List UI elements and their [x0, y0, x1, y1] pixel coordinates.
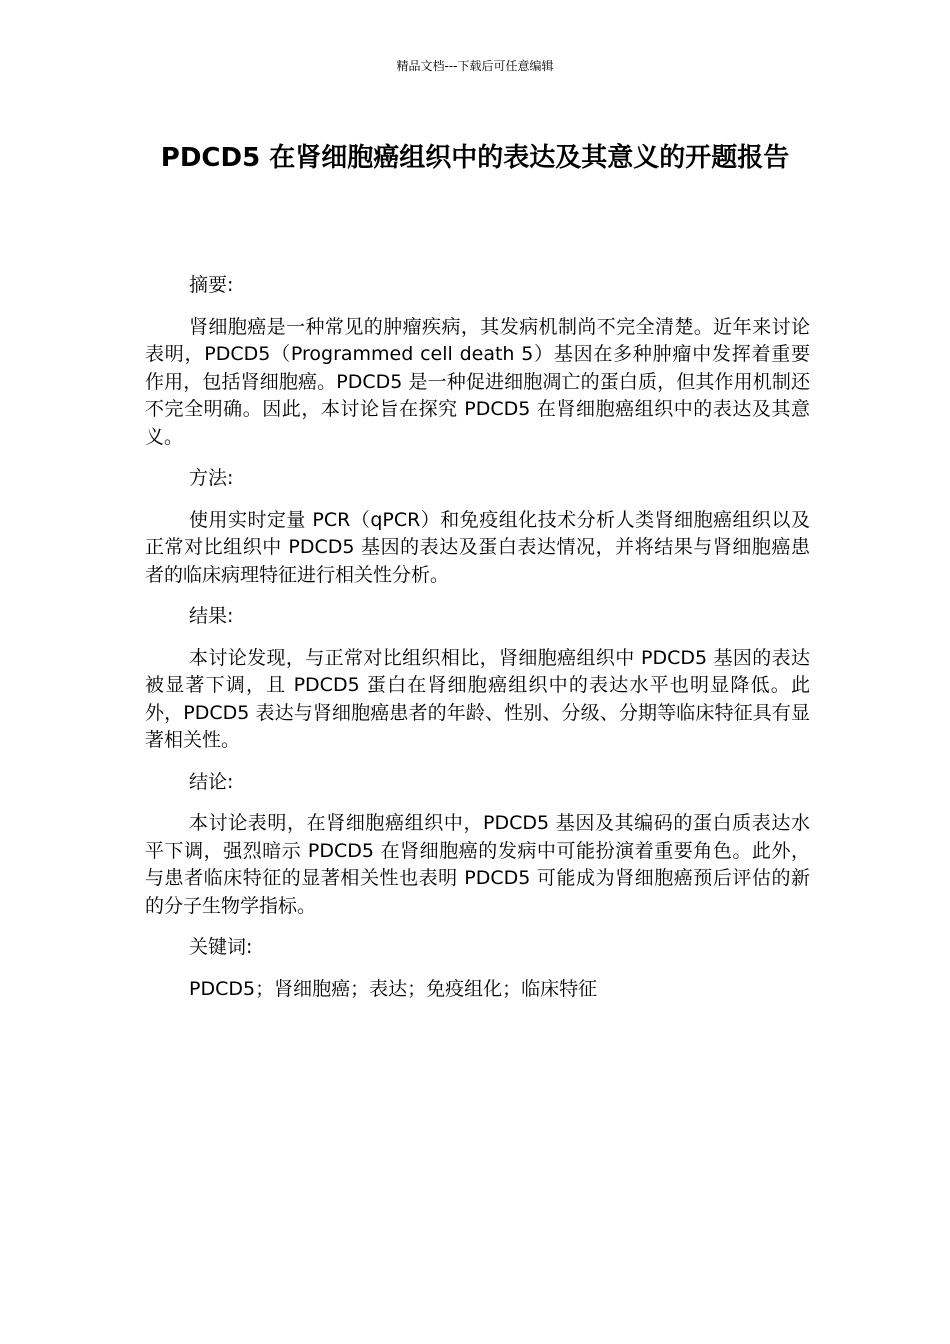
document-body: [145, 272, 810, 1017]
conclusion-paragraph: 本讨论表明，在肾细胞癌组织中，PDCD5 基因及其编码的蛋白质表达水平下调，强烈暗示 PDCD5 在肾细胞癌的发病中可能扮演着重要角色。此外，与患者临床特征的显著相关性也表明 PDCD5 可能成为肾细胞癌预后评估的新的分子生物学指标。: [145, 812, 810, 917]
methods-label: 方法:: [189, 467, 234, 489]
conclusion-label: 结论:: [189, 770, 234, 793]
results-label: 结果:: [189, 605, 234, 627]
abstract-paragraph: 肾细胞癌是一种常见的肿瘤疾病，其发病机制尚不完全清楚。近年来讨论表明，PDCD5（Programmed cell death 5）基因在多种肿瘤中发挥着重要作用，包括肾细胞癌。PDCD5 是一种促进细胞凋亡的蛋白质，但其作用机制还不完全明确。因此，本讨论旨在探究 PDCD5 在肾细胞癌组织中的表达及其意义。: [145, 315, 810, 448]
keywords-paragraph: PDCD5；肾细胞癌；表达；免疫组化；临床特征: [189, 977, 598, 1000]
results-paragraph: 本讨论发现，与正常对比组织相比，肾细胞癌组织中 PDCD5 基因的表达被显著下调，且 PDCD5 蛋白在肾细胞癌组织中的表达水平也明显降低。此外，PDCD5 表达与肾细胞癌患者的年龄、性别、分级、分期等临床特征具有显著相关性。: [145, 646, 810, 751]
abstract-label: 摘要:: [189, 274, 234, 296]
methods-paragraph: 使用实时定量 PCR（qPCR）和免疫组化技术分析人类肾细胞癌组织以及正常对比组织中 PDCD5 基因的表达及蛋白表达情况，并将结果与肾细胞癌患者的临床病理特征进行相关性分析。: [145, 508, 810, 586]
keywords-label: 关键词:: [189, 936, 253, 958]
document-title: PDCD5 在肾细胞癌组织中的表达及其意义的开题报告: [160, 143, 790, 173]
page-header: 精品文档---下载后可任意编辑: [396, 59, 554, 73]
